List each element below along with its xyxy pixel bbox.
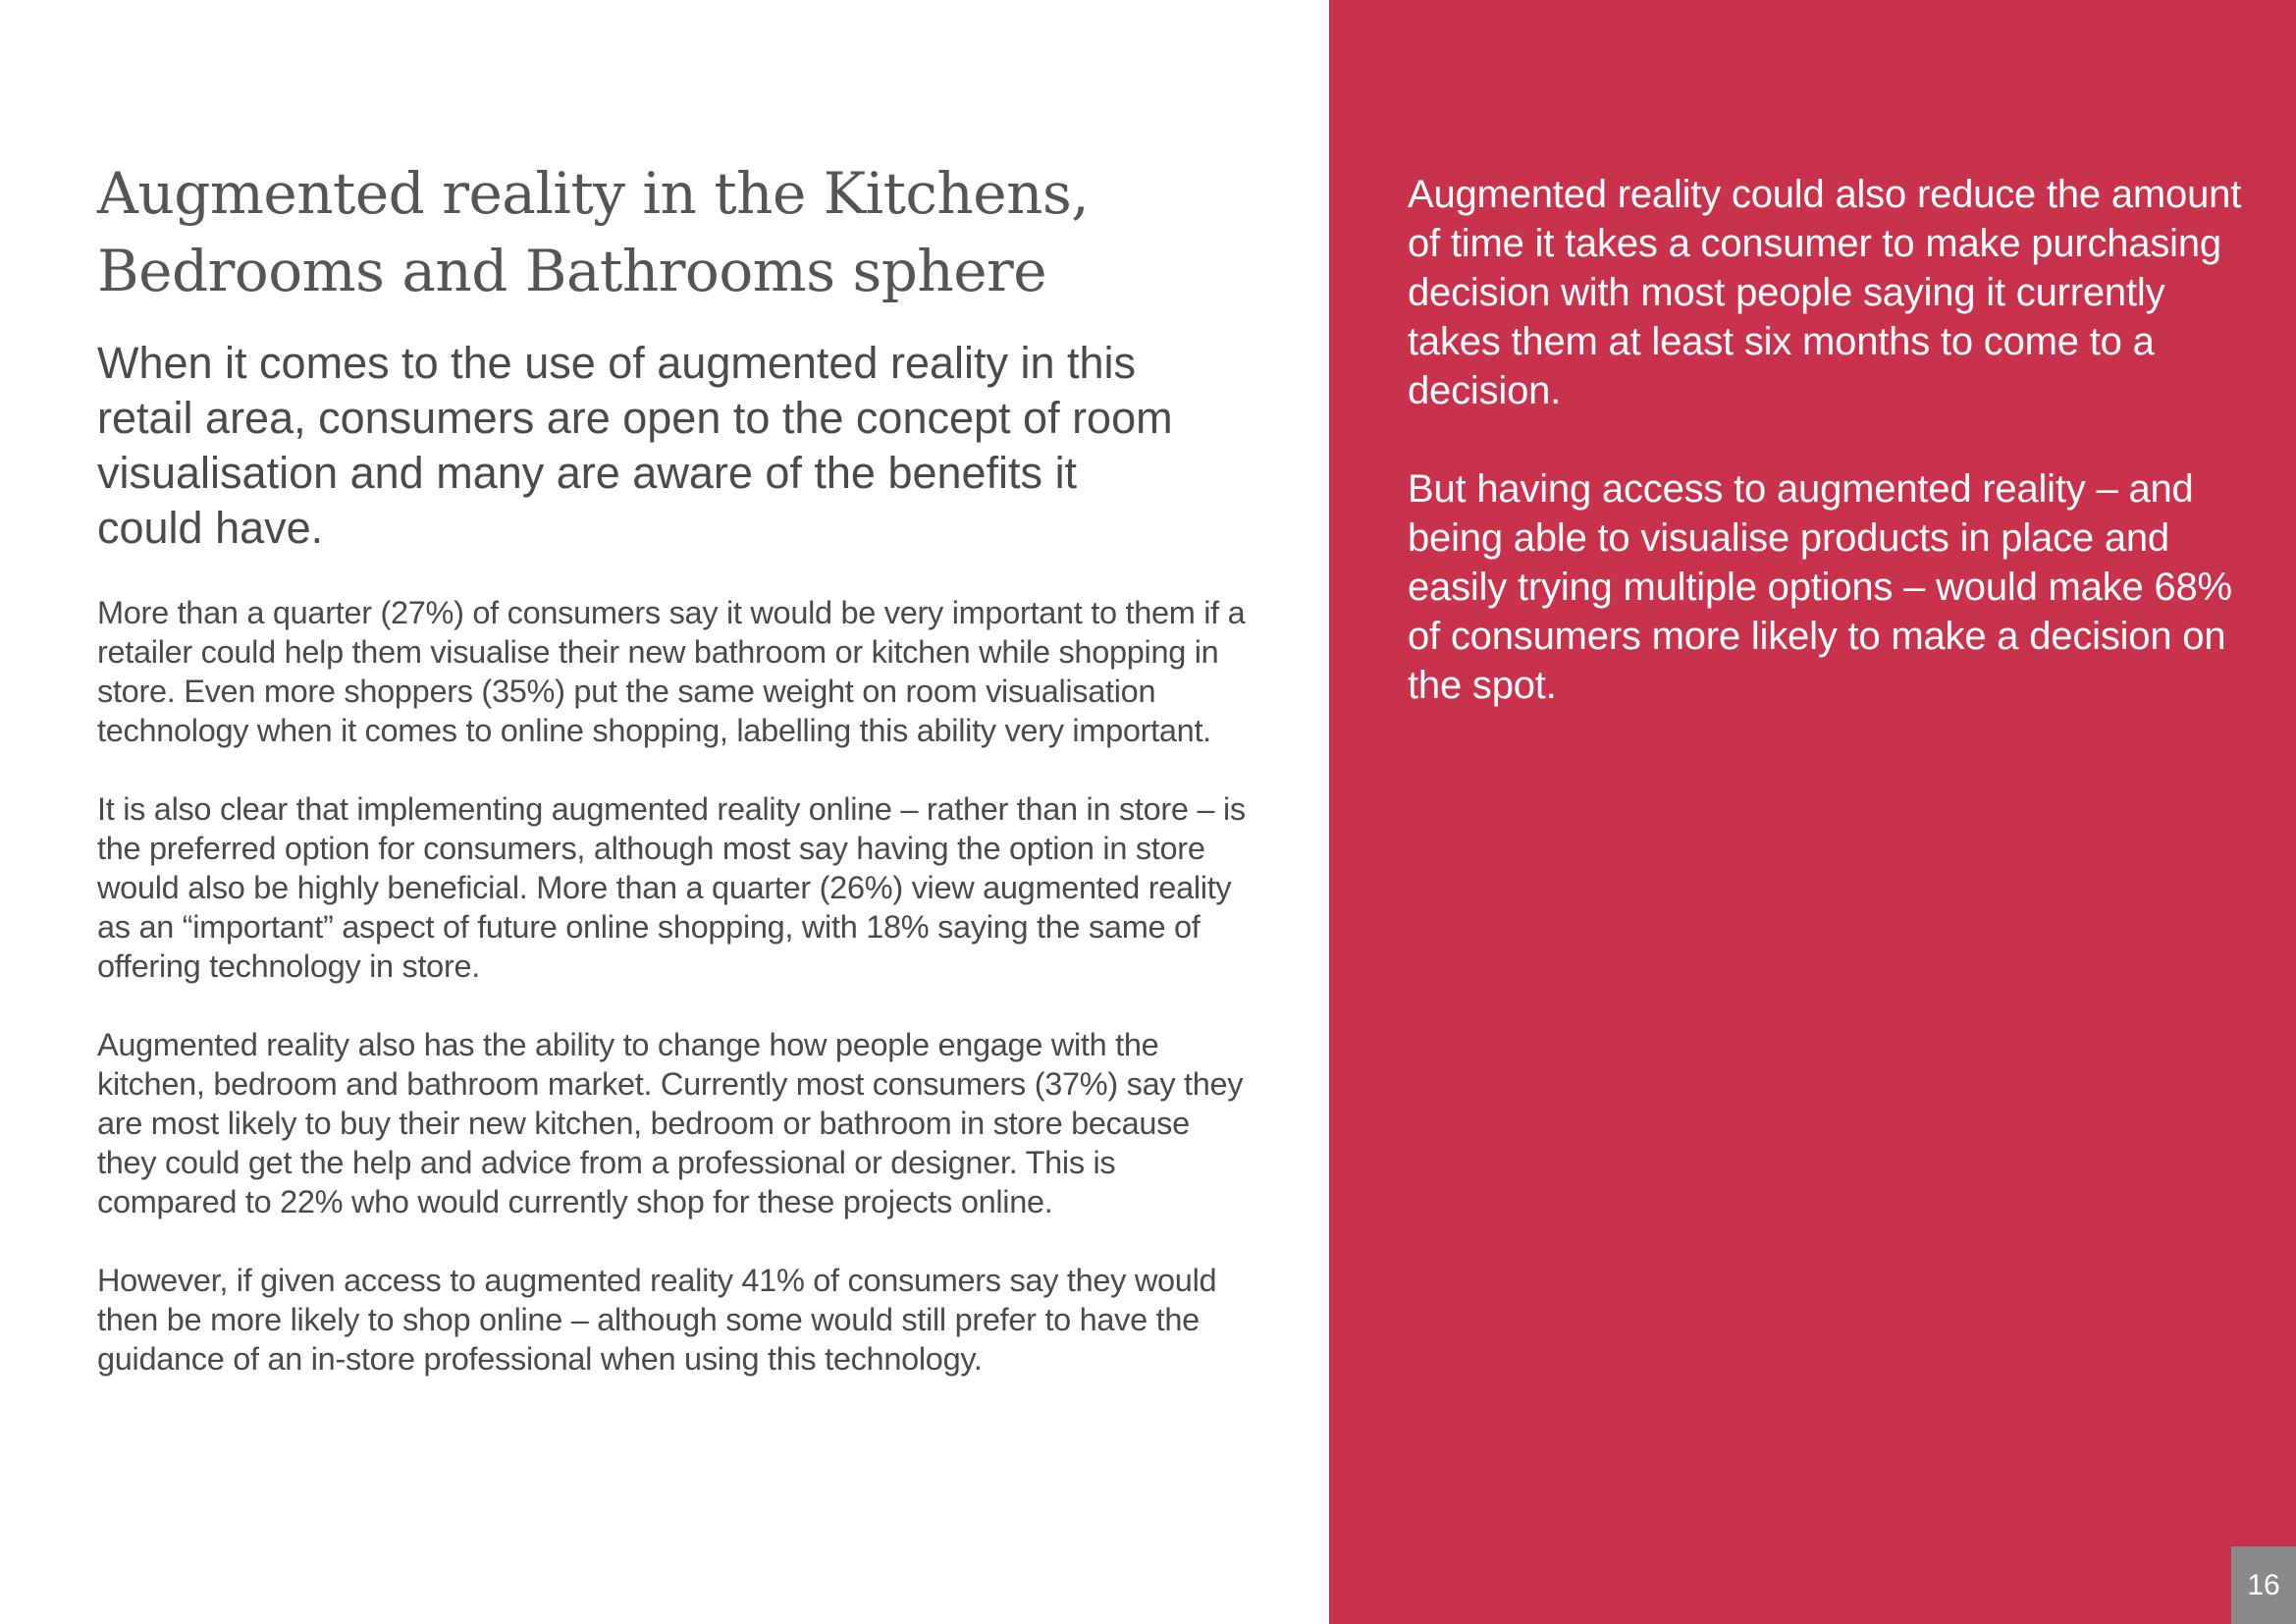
body-paragraph-2: It is also clear that implementing augmented reality online – rather than in store – is the preferred option for consumers, although most say having the option in store would also be highly beneficial. More than a quarter (26%) view augmented reality as an “important” aspect of future online shopping, with 18% saying the same of offering technology in store. [97,791,1246,984]
highlight-panel [1329,0,2296,1624]
panel-paragraph-2: But having access to augmented reality – and being able to visualise products in place and easily trying multiple options – would make 68% of consumers more likely to make a decision on the spot. [1408,467,2232,707]
body-paragraph-1: More than a quarter (27%) of consumers say it would be very important to them if a retailer could help them visualise their new bathroom or kitchen while shopping in store. Even more shoppers (35%) put the same weight on room visualisation technology when it comes to online shopping, labelling this ability very important. [97,595,1246,748]
page-title [97,155,1255,310]
lead-paragraph: When it comes to the use of augmented reality in this retail area, consumers are open to the concept of room visualisation and many are aware of the benefits it could have. [97,338,1173,553]
body-paragraph-4: However, if given access to augmented reality 41% of consumers say they would then be more likely to shop online – although some would still prefer to have the guidance of an in-store professional when using this technology. [97,1263,1217,1377]
body-paragraph-3: Augmented reality also has the ability to change how people engage with the kitchen, bedroom and bathroom market. Currently most consumers (37%) say they are most likely to buy their new kitchen, bedroom or bathroom in store because they could get the help and advice from a professional or designer. This is compared to 22% who would currently shop for these projects online. [97,1027,1244,1219]
highlight-panel-text [1408,170,2252,710]
page-title-line-2: Bedrooms and Bathrooms sphere [97,238,1047,304]
panel-paragraph-1: Augmented reality could also reduce the amount of time it takes a consumer to make purchasing decision with most people saying it currently takes them at least six months to come to a decision. [1408,173,2242,412]
page-number: 16 [2231,1546,2296,1624]
page-title-line-1: Augmented reality in the Kitchens, [97,160,1090,227]
main-column [97,155,1255,1379]
